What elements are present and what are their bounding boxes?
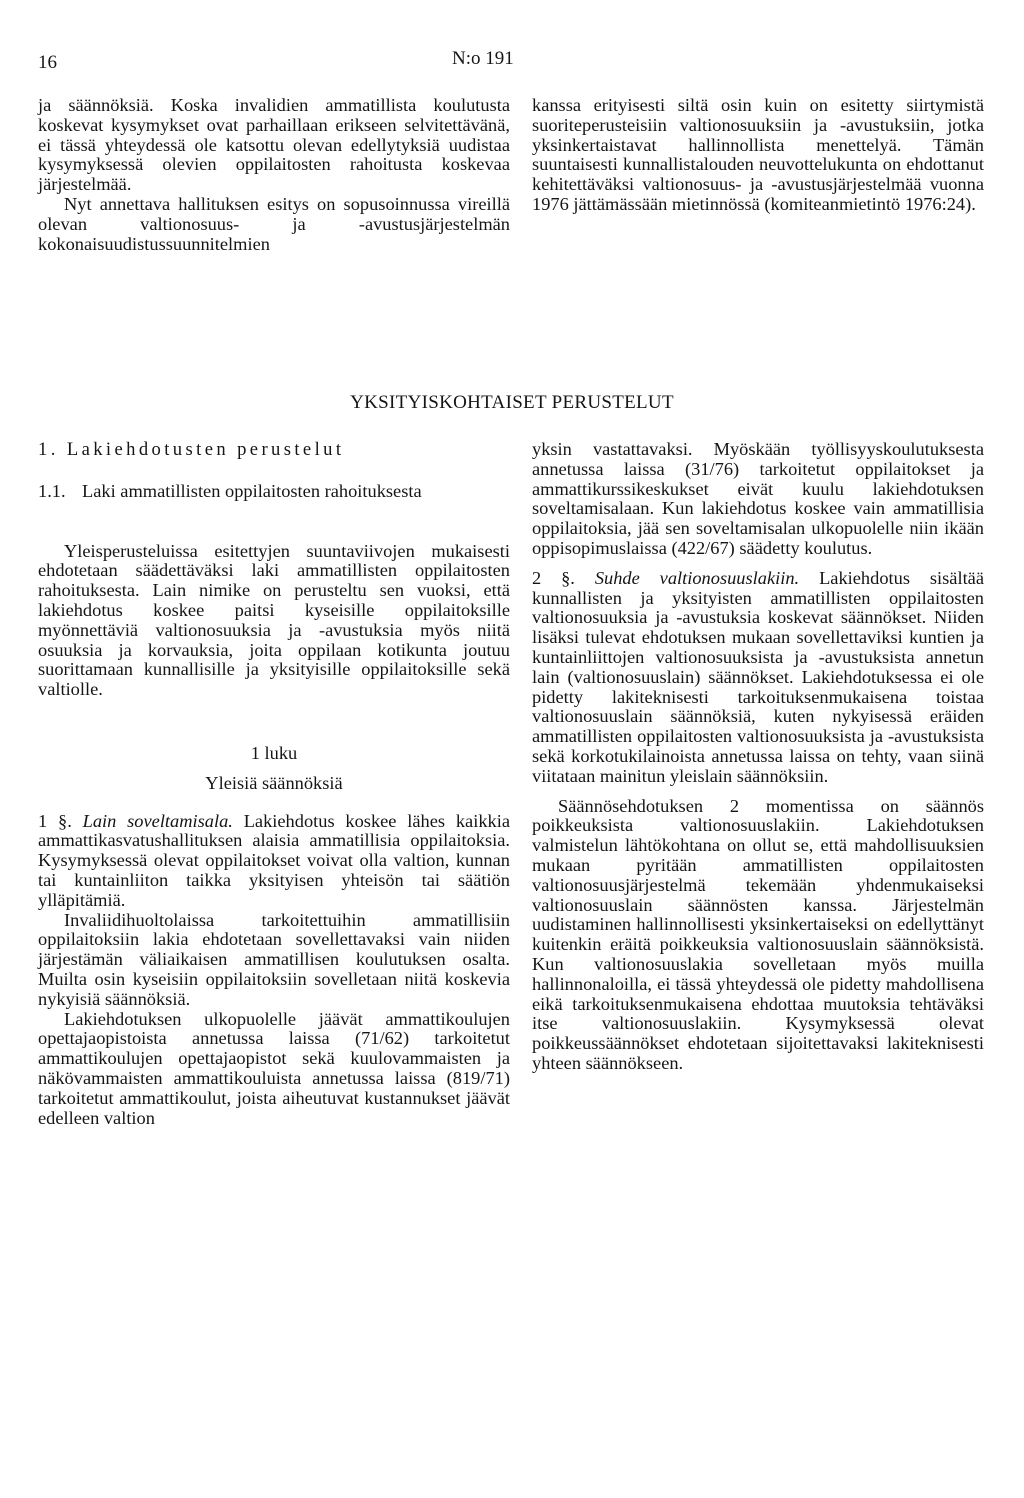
body-paragraph: Invaliidihuoltolaissa tarkoitettuihin ammatillisiin oppilaitoksiin lakia ehdotetaan sovellettavaksi vain niiden järjestämän väliaikaisen ammatillisen koulutuksen osalta. Muilta osin kyseisiin oppilaitoksiin sovelletaan niitä koskevia nykyisiä säännöksiä. [38, 909, 510, 1009]
body-left-column [38, 440, 510, 1128]
intro-paragraph: ja säännöksiä. Koska invalidien ammatillista koulutusta koskevat kysymykset ovat parhaillaan erikseen selvitettävänä, ei tässä yhteydessä ole katsottu olevan edellytyksiä uudistaa kysymyksessä olevien oppilaitosten rahoitusta koskevaa järjestelmää. [38, 95, 510, 195]
section-number: 1. [38, 439, 59, 460]
body-paragraph: Yleisperusteluissa esitettyjen suuntaviivojen mukaisesti ehdotetaan säädettäväksi laki ammatillisten oppilaitosten rahoituksesta. Lain nimike on perusteltu sen vuoksi, että lakiehdotus koskee paitsi kyseisille oppilaitoksille myönnettäviä valtionosuuksia ja -avustuksia myös niitä osuuksia ja korvauksia, joita oppilaan kotikunta joutuu suorittamaan kunnallisille ja yksityisille oppilaitoksille sekä valtiolle. [38, 540, 510, 700]
section-1-paragraph [38, 812, 510, 911]
section-2-number: 2 §. [532, 567, 575, 588]
section-heading [38, 440, 510, 460]
section-2-title: Suhde valtionosuuslakiin. [594, 567, 800, 588]
subsection-number: 1.1. [38, 480, 66, 501]
section-title: Lakiehdotusten perustelut [66, 439, 345, 460]
intro-right-column [532, 96, 984, 215]
main-heading: YKSITYISKOHTAISET PERUSTELUT [350, 392, 674, 413]
intro-paragraph: Nyt annettava hallituksen esitys on sopusoinnussa vireillä olevan valtionosuus- ja -avustusjärjestelmän kokonaisuudistussuunnitelmien [38, 193, 510, 254]
intro-paragraph: kanssa erityisesti siltä osin kuin on esitetty siirtymistä suoriteperusteisiin valtionosuuksiin ja -avustuksiin, jotka yksinkertaistavat hallinnollista menettelyä. Tämän suuntaisesti kunnallistalouden neuvottelukunta on ehdottanut kehitettäväksi valtionosuus- ja -avustusjärjestelmää vuonna 1976 jättämässään mietinnössä (komiteanmietintö 1976:24). [532, 95, 984, 214]
chapter-number: 1 luku [250, 742, 298, 763]
section-1-number: 1 §. [38, 810, 72, 831]
document-number: N:o 191 [452, 48, 514, 69]
body-right-column [532, 440, 984, 1074]
intro-left-column [38, 96, 510, 254]
page-number: 16 [38, 52, 57, 73]
body-paragraph: Säännösehdotuksen 2 momentissa on säännös poikkeuksista valtionosuuslakiin. Lakiehdotuksen valmistelun lähtökohtana on ollut se, että mahdollisuuksien mukaan pyritään ammatillisten oppilaitosten valtionosuusjärjestelmä tekemään yhdenmukaiseksi valtionosuuslain säännösten kanssa. Järjestelmän uudistaminen hallinnollisesti yksinkertaiseksi on edellyttänyt kuitenkin eräitä poikkeuksia valtionosuuslain säännöksistä. Kun valtionosuuslakia sovelletaan myös muilla hallinnonaloilla, ei tässä yhteydessä ole pidetty mahdollisena eikä tarkoituksenmukaisena ehdottaa muutoksia tehtäväksi itse valtionosuuslakiin. Kysymyksessä olevat poikkeussäännökset ehdotetaan sijoitettavaksi lakiteknisesti yhteen säännökseen. [532, 795, 984, 1073]
section-1-text: Lakiehdotus koskee lähes kaikkia ammattikasvatushallituksen alaisia ammatillisia oppilaitoksia. Kysymyksessä olevat oppilaitokset voivat olla valtion, kunnan tai kuntainliiton taikka yksityisen yhteisön tai säätiön ylläpitämiä. [38, 810, 510, 910]
section-1-title: Lain soveltamisala. [82, 810, 233, 831]
section-2-paragraph [532, 569, 984, 787]
section-2-text: Lakiehdotus sisältää kunnallisten ja yksityisten ammatillisten oppilaitosten valtionosuuksia ja -avustuksia koskevat säännökset. Niiden lisäksi tulevat ehdotuksen mukaan sovellettaviksi kuntien ja kuntainliittojen valtionosuuksista ja -avustuksista annetun lain (valtionosuuslain) säännökset. Lakiehdotuksessa ei ole pidetty lakiteknisesti tarkoituksenmukaisena toistaa valtionosuuslain säännöksiä, kuten nykyisessä eräiden ammatillisten oppilaitosten valtionosuuksista ja -avustuksista sekä korkotukilainoista annetussa laissa on tehty, vaan siinä viitataan mainitun yleislain säännöksiin. [532, 567, 985, 786]
body-paragraph: yksin vastattavaksi. Myöskään työllisyyskoulutuksesta annetussa laissa (31/76) tarkoitetut oppilaitokset ja ammattikurssikeskukset eivät kuulu lakiehdotuksen soveltamisalaan. Kun lakiehdotus koskee vain ammatillisia oppilaitoksia, jää sen soveltamisalan ulkopuolelle niin ikään oppisopimuslaissa (422/67) säädetty koulutus. [532, 439, 984, 558]
body-paragraph: Lakiehdotuksen ulkopuolelle jäävät ammattikoulujen opettajaopistoista annetussa laissa (71/62) tarkoitetut ammattikoulujen opettajaopistot sekä kuulovammaisten ja näkövammaisten ammattikouluista annetussa laissa (819/71) tarkoitetut ammattikoulut, joista aiheutuvat kustannukset jäävät edelleen valtion [38, 1008, 510, 1128]
subsection-heading [38, 482, 510, 502]
chapter-title: Yleisiä säännöksiä [205, 772, 343, 793]
subsection-title: Laki ammatillisten oppilaitosten rahoituksesta [82, 480, 422, 501]
